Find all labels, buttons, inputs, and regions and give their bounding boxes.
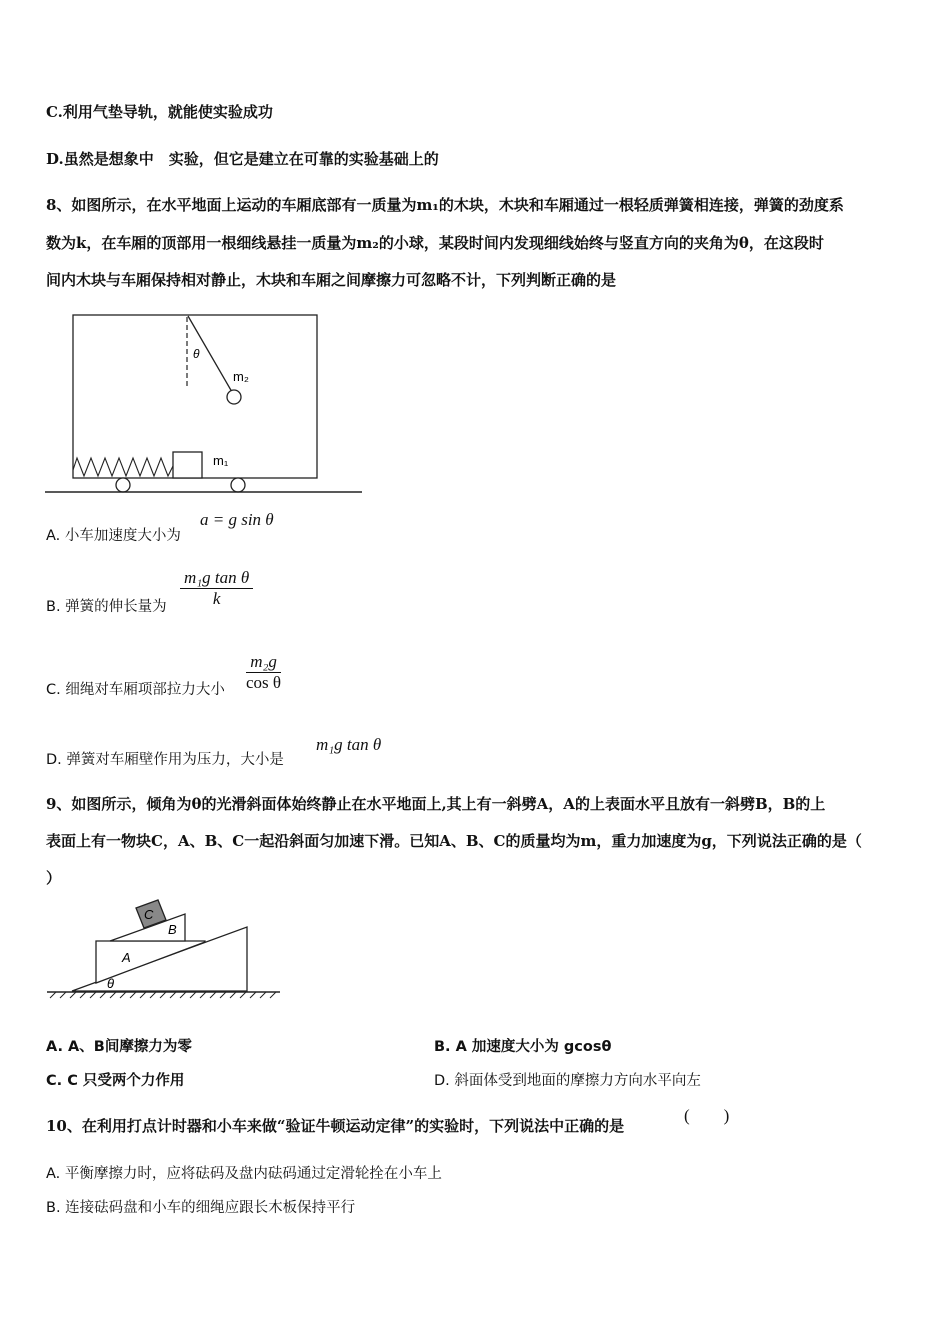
q8-option-c: C. 细绳对车厢项部拉力大小 bbox=[46, 682, 225, 698]
m1-label: m₁ bbox=[213, 453, 229, 468]
q10-option-b: B. 连接砝码盘和小车的细绳应跟长木板保持平行 bbox=[46, 1200, 356, 1216]
ground-hatching bbox=[50, 992, 276, 998]
q7-option-c: C.利用气垫导轨，就能使实验成功 bbox=[46, 103, 273, 121]
q9-stem-line-1: 9、如图所示，倾角为θ的光滑斜面体始终静止在水平地面上,其上有一斜劈A，A的上表面水平且放有一斜劈B，B的上 bbox=[46, 795, 826, 813]
q10-option-a: A. 平衡摩擦力时，应将砝码及盘内砝码通过定滑轮拴在小车上 bbox=[46, 1166, 442, 1182]
q8-option-a-formula: a = g sin θ bbox=[200, 510, 274, 529]
q10-stem: 10、在利用打点计时器和小车来做“验证牛顿运动定律”的实验时，下列说法中正确的是 bbox=[46, 1117, 625, 1135]
q9-option-c: C. C 只受两个力作用 bbox=[46, 1073, 185, 1089]
b-label: B bbox=[168, 922, 177, 937]
q9-option-a: A. A、B间摩擦力为零 bbox=[46, 1039, 192, 1055]
q8-option-a: A. 小车加速度大小为 bbox=[46, 528, 181, 544]
ball-m2 bbox=[227, 390, 241, 404]
wheel-right bbox=[231, 478, 245, 492]
theta-label: θ bbox=[107, 976, 115, 991]
theta-label: θ bbox=[193, 347, 200, 361]
q9-stem-line-3: ） bbox=[46, 869, 62, 887]
q9-incline-figure bbox=[44, 896, 284, 1006]
q8-option-d: D. 弹簧对车厢壁作用为压力，大小是 bbox=[46, 752, 284, 768]
q8-option-b-fraction bbox=[180, 568, 253, 609]
q9-stem-line-2: 表面上有一物块C，A、B、C一起沿斜面匀加速下滑。已知A、B、C的质量均为m，重力加速度为g，下列说法正确的是（ bbox=[46, 832, 862, 850]
q8-stem-line-3: 间内木块与车厢保持相对静止，木块和车厢之间摩擦力可忽略不计，下列判断正确的是 bbox=[46, 271, 617, 289]
fraction-numerator: m₂g bbox=[246, 652, 281, 673]
spring bbox=[73, 458, 173, 476]
q8-stem-line-2: 数为k，在车厢的顶部用一根细线悬挂一质量为m₂的小球，某段时间内发现细线始终与竖直方向的夹角为θ，在这段时 bbox=[46, 234, 824, 252]
q8-option-c-fraction bbox=[246, 652, 281, 693]
fraction-denominator: cos θ bbox=[246, 673, 282, 692]
m2-label: m₂ bbox=[233, 369, 249, 384]
q9-option-d: D. 斜面体受到地面的摩擦力方向水平向左 bbox=[434, 1073, 701, 1089]
a-label: A bbox=[122, 950, 131, 965]
q8-option-b: B. 弹簧的伸长量为 bbox=[46, 599, 167, 615]
wheel-left bbox=[116, 478, 130, 492]
q10-answer-paren: ( ) bbox=[684, 1106, 730, 1125]
c-label: C bbox=[144, 907, 154, 922]
q7-option-d: D.虽然是想象中 实验，但它是建立在可靠的实验基础上的 bbox=[46, 150, 439, 168]
fraction-denominator: k bbox=[212, 589, 221, 608]
q8-stem-line-1: 8、如图所示，在水平地面上运动的车厢底部有一质量为m₁的木块，木块和车厢通过一根轻质弹簧相连接，弹簧的劲度系 bbox=[46, 196, 844, 214]
q8-option-d-formula: m₁g tan θ bbox=[316, 735, 382, 754]
fraction-numerator: m₁g tan θ bbox=[180, 568, 253, 589]
q9-option-b: B. A 加速度大小为 gcosθ bbox=[434, 1039, 612, 1055]
block-m1 bbox=[173, 452, 202, 478]
q8-carriage-figure bbox=[40, 308, 370, 498]
